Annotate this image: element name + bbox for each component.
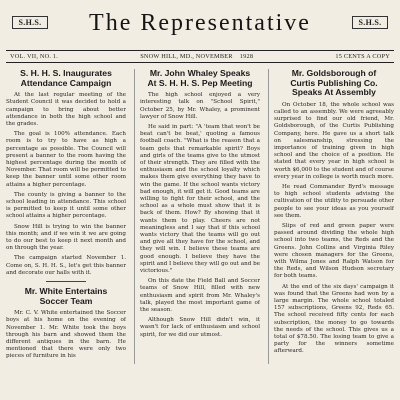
- article-paragraph: The high school enjoyed a very interesting talk on "School Spirit," October 25, by Mr. Whaley, a prominent lawyer of Snow Hill.: [140, 92, 260, 120]
- article-headline: Mr. John Whaley Speaks At S. H. H. S. Pep Meeting: [147, 69, 253, 88]
- column-3: [268, 69, 394, 364]
- article-paragraph: On October 18, the whole school was called to an assembly. We were agreeably surprised to find our old friend, Mr. Goldsborough, of the Curtis Publishing Company, here. He gave us a short talk on salesmanship, stressing the importance of training given in high school and the choice of a position. He stated that every year in high school is worth $6,000 to the student and of course every year in college is worth much more.: [274, 101, 394, 180]
- masthead-badge-left: S.H.S.: [12, 16, 48, 29]
- article-paragraph: Mr. C. V. White entertained the Soccer boys at his home on the evening of November 1. Mr. White took the boys through his barn and showed them the different antiques in the barn. He mentioned that there were only two pieces of furniture in his: [6, 310, 126, 360]
- article-columns: [6, 63, 394, 364]
- article-paragraph: Although Snow Hill didn't win, it wasn't for lack of enthusiasm and school spirit, for we did our utmost.: [140, 317, 260, 338]
- column-2: [134, 69, 260, 364]
- article-assembly-speaker: [274, 69, 394, 356]
- article-paragraph: He read Commander Byrd's message to high school students advising the cultivation of the utility to persuade other people to see your ideas as you yourself see them.: [274, 184, 394, 219]
- article-paragraph: On this date the Field Ball and Soccer teams of Snow Hill, filled with new enthusiasm and spirit from Mr. Whaley's talk, played the most important game of the season.: [140, 278, 260, 314]
- article-pep-meeting: [140, 69, 260, 339]
- article-paragraph: At the last regular meeting of the Student Council it was decided to hold a campaign to bring about better attendance in both the high school and the grades.: [6, 92, 126, 127]
- issue-info-bar: [6, 50, 394, 63]
- article-paragraph: He said in part: "A 'team that won't be beat can't be beat,' quoting a famous football coach. "What is the reason that a team gets that remarkable spirit? Boys and girls of the teams give to the utmost of their strength. They are filled with the enthusiasm and the school loyalty which makes them give everything they have to win the game. If the school wants victory bad enough, it will get it. Good teams are willing to fight for their school, and the school as a whole must show that it is back of them. How? By showing that it wants them to play. Cheers are not meaningless and I say that if this school wants victory that the teams will go out and give all they have for the school, and they will win. I believe these teams are good enough. I believe they have the spirit and I believe they will go out and be victorious.": [140, 124, 260, 275]
- article-paragraph: Slips of red and green paper were passed around dividing the whole high school into two teams, the Reds and the Greens. John Collins and Virginia Riley were chosen managers for the Greens, with Wilma Jones and Ralph Watson for the Reds, and Wilson Hudson secretary for both teams.: [274, 223, 394, 280]
- article-paragraph: The goal is 100% attendance. Each room is to try to have as high a percentage as possible. The Council will present a banner to the room having the highest percentage during the month of November. That room will be permitted to keep the banner until some other room attains a higher percentage.: [6, 131, 126, 188]
- column-1: [6, 69, 126, 364]
- article-paragraph: At the end of the six days' campaign it was found that the Greens had won by a large margin. The whole school totaled 157 subscriptions, Greens 92, Reds 65. The school received fifty cents for each subscription, the money to go towards the needs of the school. This gives us a total of $78.50. The losing team to give a party for the winners sometime afterward.: [274, 283, 394, 355]
- article-soccer-team: [6, 287, 126, 361]
- newspaper-title: The Representative: [89, 10, 311, 36]
- masthead: [6, 6, 394, 50]
- article-headline: S. H. H. S. Inaugurates Attendance Campaign: [20, 69, 112, 88]
- article-divider: [46, 281, 86, 282]
- masthead-badge-right: S.H.S.: [352, 16, 388, 29]
- copy-price: 15 CENTS A COPY: [335, 53, 390, 60]
- article-attendance-campaign: [6, 69, 126, 277]
- article-headline: Mr. White Entertains Soccer Team: [24, 286, 108, 306]
- article-headline: Mr. Goldsborough of Curtis Publishing Co. Speaks At Assembly: [290, 69, 378, 98]
- article-paragraph: The campaign started November 1. Come on, S. H. H. S., let's get this banner and decorate our halls with it.: [6, 255, 126, 276]
- article-paragraph: The county is giving a banner to the school leading in attendance. This school is permitted to keep it until some other school attains a higher percentage.: [6, 191, 126, 220]
- location-date: SNOW HILL, MD., NOVEMBER 1928: [140, 53, 254, 60]
- volume-number: VOL. VII, NO. 1.: [10, 53, 59, 60]
- article-paragraph: Snow Hill is trying to win the banner this month; and if we win it we are going to do our best to keep it next month and on through the year.: [6, 223, 126, 252]
